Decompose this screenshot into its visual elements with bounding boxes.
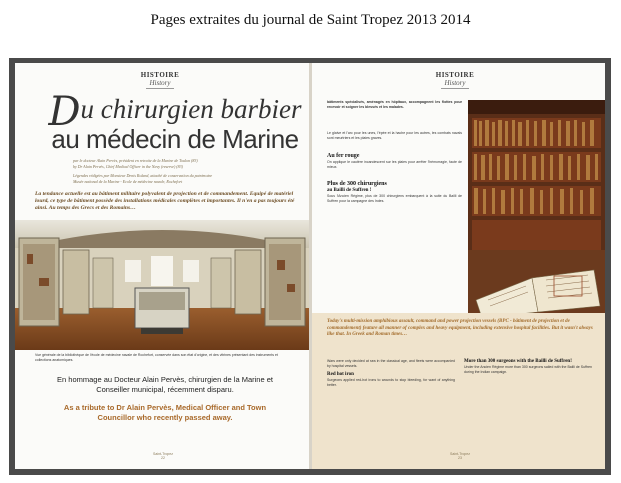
body-fer-rouge: On applique le cautère incandescent sur les plaies pour arrêter l'hémorragie, faute de mieux.: [327, 160, 462, 169]
section-rule: [146, 88, 174, 89]
title-dropcap: D: [48, 89, 81, 135]
footer-right: [440, 452, 480, 460]
museum-interior-image: [15, 220, 309, 350]
left-page: [15, 63, 309, 469]
homage-line-2: Conseiller municipal, récemment disparu.: [96, 384, 234, 394]
photo-caption: Vue générale de la bibliothèque de l'école de médecine navale de Rochefort, conservée dans son état d'origine, et des vitrines présentant des instruments et collections anatomiques.: [35, 353, 278, 362]
english-body-3: Under the Ancien Régime more than 300 surgeons sailed with the Bailli de Suffren during the Indian campaign.: [464, 365, 592, 374]
homage-line-1: En hommage au Docteur Alain Pervès, chirurgien de la Marine et: [57, 375, 273, 384]
page-caption: Pages extraites du journal de Saint Tropez 2013 2014: [150, 12, 471, 28]
article-title: [45, 89, 305, 154]
subheading-fer-rouge: Au fer rouge: [327, 153, 360, 159]
library-book-image: [468, 100, 605, 318]
body-300-chirurgiens: Sous l'Ancien Régime, plus de 300 chirurgiens embarquent à la suite du Bailli de Suffren pour la campagne des Indes.: [327, 194, 462, 203]
english-subheading-red-hot-iron: Red hot iron: [327, 372, 354, 378]
section-label-fr: HISTOIRE: [435, 71, 475, 79]
right-col-mid: Le glaive et l'arc pour les unes, l'épée et la hache pour les autres, les combats navals sont meurtriers et les plaies graves.: [327, 131, 462, 140]
right-col-body: [327, 153, 462, 203]
article-intro: La tendance actuelle est au bâtiment militaire polyvalent de projection et de commandement. Equipé de matériel lourd, ce type de bâtiment possède des installations médicales complètes et importantes. Il n'en a pas toujours été ainsi. Au temps des Grecs et des Romains…: [35, 191, 295, 212]
footer-left: [143, 452, 183, 460]
right-col-top: bâtiments spécialisés, aménagés en hôpitaux, accompagnent les flottes pour recevoir et soigner les blessés et les malades.: [327, 100, 462, 109]
section-label-fr: HISTOIRE: [140, 71, 180, 79]
right-page: [312, 63, 605, 469]
page-number-left: 22: [161, 456, 165, 460]
section-label-en: History: [444, 79, 466, 87]
homage-text: [55, 375, 275, 394]
byline-4: Musée national de la Marine - Ecole de médecine navale, Rochefort: [73, 179, 183, 184]
byline-2: by Dr Alain Pervès, Chief Medical Officer in the Navy (reserve) (83): [73, 164, 183, 169]
title-line-2: au médecin de Marine: [51, 124, 299, 154]
english-col-1: [327, 359, 455, 387]
subheading-300-chirurgiens: Plus de 300 chirurgiens: [327, 181, 387, 188]
museum-photo: [15, 220, 309, 350]
subheading-bailli: au Bailli de Suffren !: [327, 188, 372, 194]
section-label-en: History: [149, 79, 171, 87]
footer-logo-text: Saint-Tropez: [450, 452, 470, 456]
title-line-1: u chirurgien barbier: [80, 94, 302, 124]
tribute-text: [55, 403, 275, 422]
journal-spread: [9, 58, 611, 475]
tribute-line-1: As a tribute to Dr Alain Pervès, Medical Officer and Town: [63, 403, 267, 412]
english-subheading-300-surgeons: More than 300 surgeons with the Bailli de Suffren!: [464, 359, 572, 364]
english-body-2: Surgeons applied red-hot irons to wounds to stop bleeding, for want of anything better.: [327, 378, 455, 387]
byline-3: Légendes rédigées par Monsieur Denis Roland, attaché de conservation du patrimoine: [73, 173, 213, 178]
section-heading-right: [430, 71, 480, 89]
section-rule: [441, 88, 469, 89]
spread-inner: [15, 63, 605, 469]
footer-logo-text: Saint-Tropez: [153, 452, 173, 456]
byline: [73, 158, 303, 185]
byline-1: par le docteur Alain Pervès, président en retraite de la Marine de Toulon (83): [73, 158, 198, 163]
page-number-right: 23: [458, 456, 462, 460]
english-col-2: [464, 359, 592, 374]
english-intro: Today's multi-mission amphibious assault, command and power projection vessels (BPC - bâtiment de projection et de commandement) feature all manner of complex and heavy equipment, including extensive hospital facilities. But it wasn't always like that. In Greek and Roman times…: [327, 319, 593, 337]
library-photo: [468, 100, 605, 318]
english-body-1: Wars were only decided at sea in the classical age, and fleets were accompanied by hospital vessels.: [327, 359, 455, 368]
section-heading-left: [135, 71, 185, 89]
tribute-line-2: Councillor who recently passed away.: [97, 412, 233, 422]
